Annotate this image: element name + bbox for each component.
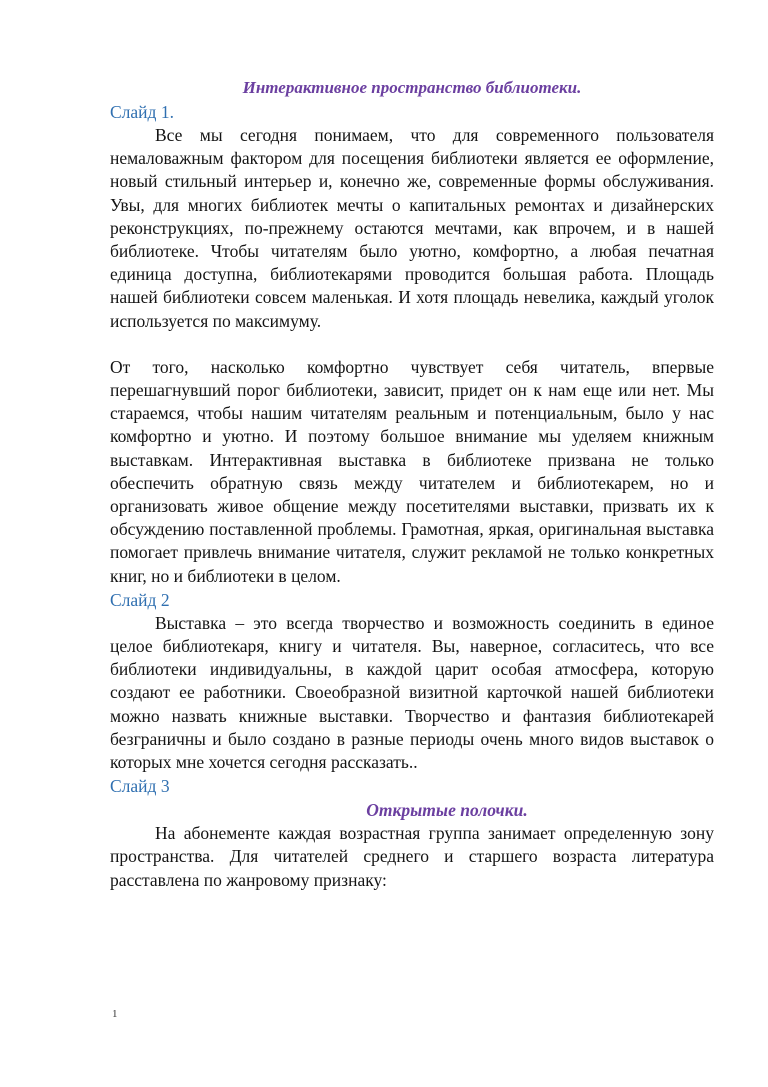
page-number: 1 (112, 1008, 118, 1020)
slide-2-label: Слайд 2 (110, 589, 170, 610)
slide-1-paragraph-1: Все мы сегодня понимаем, что для современного пользователя немаловажным фактором для посещения библиотеки является ее оформление, новый стильный интерьер и, конечно же, современные формы обслуживания. Увы, для многих библиотек мечты о капитальных ремонтах и дизайнерских реконструкциях, по-прежнему остаются мечтами, как впрочем, и в нашей библиотеке. Чтобы читателям было уютно, комфортно, а любая печатная единица доступна, библиотекарями проводится большая работа. Площадь нашей библиотеки совсем маленькая. И хотя площадь невелика, каждый уголок используется по максимуму. (110, 125, 714, 331)
document-title: Интерактивное пространство библиотеки. (242, 78, 582, 97)
section-heading-open-shelves: Открытые полочки. (366, 800, 528, 821)
slide-2-paragraph: Выставка – это всегда творчество и возможность соединить в единое целое библиотекаря, книгу и читателя. Вы, наверное, согласитесь, что все библиотеки индивидуальны, в каждой царит особая атмосфера, которую создают ее работники. Своеобразной визитной карточкой нашей библиотеки можно назвать книжные выставки. Творчество и фантазия библиотекарей безграничны и было создано в разные периоды очень много видов выставок о которых мне хочется сегодня рассказать.. (110, 612, 714, 773)
slide-3-paragraph: На абонементе каждая возрастная группа занимает определенную зону пространства. Для читателей среднего и старшего возраста литература расставлена по жанровому признаку: (110, 823, 714, 890)
slide-3-label: Слайд 3 (110, 776, 170, 797)
slide-1-paragraph-2: От того, насколько комфортно чувствует себя читатель, впервые перешагнувший порог библиотеки, зависит, придет он к нам еще или нет. Мы стараемся, чтобы нашим читателям реальным и потенциальным, было у нас комфортно и уютно. И поэтому большое внимание мы уделяем книжным выставкам. Интерактивная выставка в библиотеке призвана не только обеспечить обратную связь между читателем и библиотекарем, но и организовать живое общение между посетителями выставки, призвать их к обсуждению поставленной проблемы. Грамотная, яркая, оригинальная выставка помогает привлечь внимание читателя, служит рекламой не только конкретных книг, но и библиотеки в целом. (110, 356, 714, 586)
slide-1-label: Слайд 1. (110, 102, 174, 122)
document-page (110, 76, 714, 892)
paragraph-spacer (110, 333, 714, 356)
